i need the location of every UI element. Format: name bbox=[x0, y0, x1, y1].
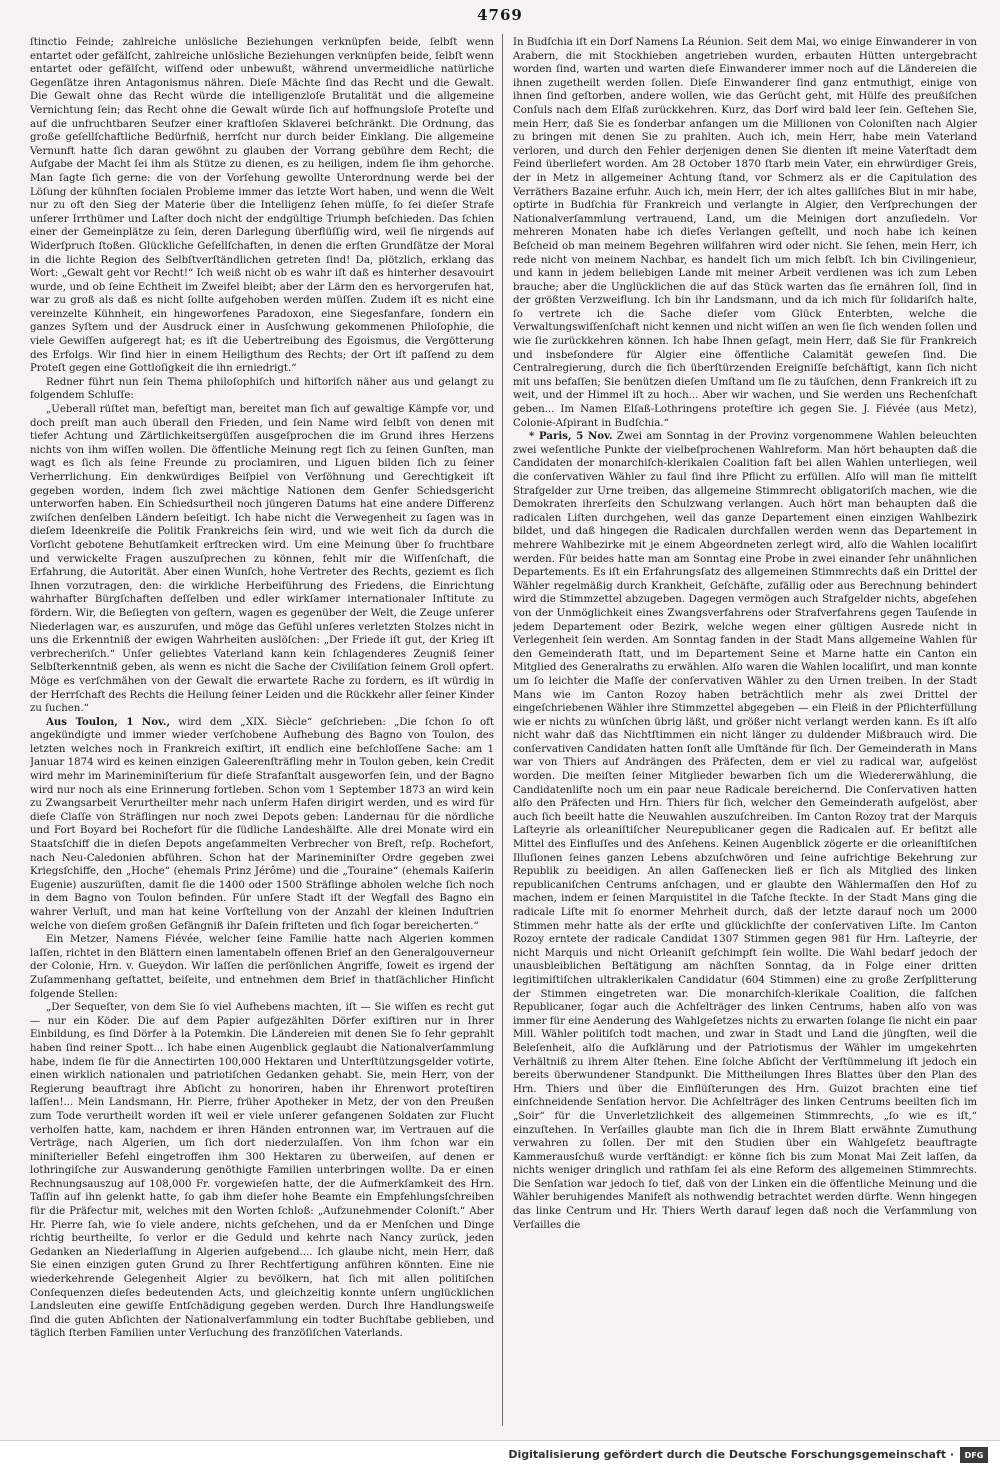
dateline: Aus Toulon, 1 Nov., bbox=[46, 715, 171, 728]
article-paragraph: „Der Sequeſter, von dem Sie ſo viel Aufhebens machten, iſt — Sie wiſſen es recht gut — nur ein Köder. Die auf dem Papier aufgezählten Dörfer exiſtiren nur in Ihrer Einbildung, es ſind Dörfer à la Potemkin. Die Ländereien mit denen Sie ſo ſehr geprahlt haben ſind reiner Spott... Ich habe einen Augenblick geglaubt die Nationalverſammlung habe, indem ſie für die Annectirten 100,000 Hektaren und Unterſtützungsgelder votirte, einen wirklich nationalen und patriotiſchen Gedanken gehabt. Sie, mein Herr, von der Regierung beauftragt ihre Abſicht zu honoriren, haben ihr Ehrenwort proteſtiren laſſen!... Mein Landsmann, Hr. Pierre, früher Apotheker in Metz, der von den Preußen zum Tode verurtheilt worden iſt weil er viele unſerer gefangenen Soldaten zur Flucht verholfen hatte, kam, nachdem er ihren Händen entronnen war, im Vertrauen auf die Verträge, nach Algerien, um ſich dort niederzulaſſen. Von ihm ſchon war ein miniſterieller Befehl eingetroffen ihm 300 Hektaren zu überweiſen, auf denen er lothringiſche zur Auswanderung genöthigte Familien unterbringen wollte. Da er einen Rechnungsauszug auf 108,000 Fr. vorgewieſen hatte, der die Aufmerkſamkeit des Hrn. Taſſin auf ihn gelenkt hatte, ſo gab ihm dieſer hohe Beamte ein Empfehlungsſchreiben für die Präfectur mit, welches mit den Worten ſchloß: „Aufzunehmender Coloniſt.“ Aber Hr. Pierre ſah, wie ſo viele andere, nichts geſchehen, und da er Menſchen und Dinge richtig beurtheilte, ſo verlor er die Geduld und kehrte nach Nancy zurück, jeden Gedanken an Niederlaſſung in Algerien aufgebend.... Ich glaube nicht, mein Herr, daß Sie einen einzigen guten Grund zu Ihrer Rechtfertigung anführen könnten. Eine nie wiederkehrende Gelegenheit Algier zu bevölkern, hat ſich mit allen politiſchen Conſequenzen dieſes bedeutenden Acts, und gleichzeitig konnte unſern unglücklichen Landsleuten eine gewiſſe Entſchädigung gegeben werden. Durch Ihre Handlungsweiſe ſind die guten Abſichten der Nationalverſammlung ein todter Buchſtabe geblieben, und täglich ſterben Familien unter Verſuchung des franzöſiſchen Vaterlands. bbox=[30, 1002, 494, 1340]
column-divider bbox=[502, 34, 503, 1426]
article-paragraph: Redner führt nun ſein Thema philoſophiſch und hiſtoriſch näher aus und gelangt zu folgendem Schluſſe: bbox=[30, 376, 494, 402]
article-paragraph: Ein Metzer, Namens Fiévée, welcher ſeine Familie hatte nach Algerien kommen laſſen, richtet in den Blättern einen lamentabeln offenen Brief an den Generalgouverneur der Colonie, Hrn. v. Gueydon. Wir laſſen die perſönlichen Angriffe, ſoweit es irgend der Zuſammenhang geſtattet, beiſeite, und entnehmen dem Brief in thatſächlicher Hinſicht folgende Stellen: bbox=[30, 934, 494, 1000]
left-column bbox=[30, 36, 494, 1424]
paragraph-text: wird dem „XIX. Siècle“ geſchrieben: „Die ſchon ſo oft angekündigte und immer wieder verſchobene Aufhebung des Bagno von Toulon, des letzten welches noch in Frankreich exiſtirt, iſt endlich eine beſchloſſene Sache: am 1 Januar 1874 wird es keinen einzigen Galeerenſträfling mehr in Toulon geben, kein Credit wird mehr im Marineminiſterium für dieſe Strafanſtalt ausgeworfen ſein, und der Bagno wird nur noch als eine Erinnerung fortleben. Schon vom 1 September 1873 an wird kein zu Zwangsarbeit Verurtheilter mehr nach unſerm Hafen dirigirt werden, und es wird für dieſe Claſſe von Sträflingen nur noch zwei Depots geben: Landernau für die nördliche und Fort Boyard bei Rochefort für die ſüdliche Landeshälfte. Alle drei Monate wird ein Staatsſchiff die in dieſen Depots angeſammelten Verbrecher von Breſt, reſp. Rochefort, nach Neu-Caledonien abführen. Schon hat der Marineminiſter Ordre gegeben zwei Kriegsſchiffe, den „Hoche“ (ehemals Prinz Jérôme) und die „Touraine“ (ehemals Kaiſerin Eugenie) auszurüſten, damit ſie die 1400 oder 1500 Sträflinge abholen welche ſich noch in dem Bagno von Toulon befinden. Für unſere Stadt iſt der Wegfall des Bagno ein wahrer Verluſt, und man hat keine Vorſtellung von der Anzahl der kleinen Induſtrien welche von dieſem großen Gefängniß ihr Daſein friſteten und ſich ſogar bereicherten.“ bbox=[30, 716, 494, 932]
right-column bbox=[513, 36, 977, 1424]
footer-credit: Digitalisierung gefördert durch die Deutsche Forschungsgemeinschaft · bbox=[508, 1448, 954, 1461]
paragraph-text: Zwei am Sonntag in der Provinz vorgenommene Wahlen beleuchten zwei weſentliche Punkte der vielbeſprochenen Wahlreform. Man hört behaupten daß die Candidaten der monarchiſch-klerikalen Coalition faſt bei allen Wahlen unterliegen, weil die conſervativen Wähler zu faul ſind ihre Pflicht zu erfüllen. Alſo will man ſie mittelſt Strafgelder zur Urne treiben, das allgemeine Stimmrecht obligatoriſch machen, wie die Demokraten ihrerſeits den Schulzwang verlangen. Auch hört man behaupten daß die radicalen Liſten durchgehen, weil das ganze Departement einen einzigen Wahlbezirk bildet, und daß hingegen die Radicalen durchfallen werden wenn das Departement in mehrere Wahlbezirke mit je einem Abgeordneten zerlegt wird, alſo die Wahlen localiſirt werden. Für beides hatte man am Sonntag eine Probe in zwei einander ſehr unähnlichen Departements. Es iſt ein Erfahrungsſatz des allgemeinen Stimmrechts daß ein Drittel der Wähler regelmäßig durch Krankheit, Geſchäfte, zufällig oder aus Berechnung behindert wird die Stimmzettel abzugeben. Dagegen vermögen auch Strafgelder nichts, abgeſehen von der Unmöglichkeit eines Zwangsverfahrens oder Strafverfahrens gegen Tauſende in jedem Departement oder Bezirk, welche wegen einer gültigen Ausrede nicht in Verlegenheit ſein werden. Am Sonntag fanden in der Stadt Mans allgemeine Wahlen für den Gemeinderath ſtatt, und im Departement Seine et Marne hatte ein Canton ein Mitglied des Generalraths zu erwählen. Alſo waren die Wahlen localiſirt, und man konnte um ſo leichter die Maſſe der conſervativen Wähler zu den Urnen treiben. In der Stadt Mans wie im Canton Rozoy haben beträchtlich mehr als zwei Drittel der eingeſchriebenen Wähler ihre Stimmzettel abgegeben — ein Fleiß in der Pflichterfüllung wie er nichts zu wünſchen übrig läßt, und größer nicht verlangt werden kann. Es iſt alſo nicht wahr daß das Nichtſtimmen ein nicht länger zu duldender Mißbrauch wird. Die conſervativen Candidaten hatten ſonſt alle Umſtände für ſich. Der Gemeinderath in Mans war von Thiers auf Andrängen des Präfecten, dem er viel zu radical war, aufgelöst worden. Die meiſten ſeiner Mitglieder bewarben ſich um die Wiedererwählung, die Candidatenliſte noch um ein paar neue Radicale bereichernd. Die Conſervativen hatten alſo den Präfecten und Hrn. Thiers für ſich, welcher den Gemeinderath aufgelöst, aber auch ſich beeilt hatte die Neuwahlen auszuſchreiben. Im Canton Rozoy trat der Marquis Laſteyrie als orleaniſtiſcher Neurepublicaner gegen die Radicalen auf. Er beſitzt alle Mittel des Einfluſſes und des Anſehens. Keinen Augenblick zögerte er die orleaniſtiſchen Illuſionen ſeines ganzen Lebens abzuſchwören und ſeine aufrichtige Bekehrung zur Republik zu beeidigen. An allen Gaſſenecken ließ er ſich als Mitglied des linken republicaniſchen Centrums anſchagen, und er glaubte den Wählermaſſen den Hof zu machen, indem er ſeinen Marquistitel in die Taſche ſteckte. In der Stadt Mans ging die radicale Liſte mit ſo enormer Mehrheit durch, daß der letzte darauf noch um 2000 Stimmen mehr hatte als der erſte und glücklichſte der conſervativen Liſte. Im Canton Rozoy erntete der radicale Candidat 1307 Stimmen gegen 981 für Hrn. Laſteyrie, der nicht Marquis und nicht Orleaniſt geſchimpft ſein wollte. Die Wahl bedarf jedoch der unausbleiblichen Beſtätigung am nächſten Sonntag, da in Folge einer dritten legitimiſtiſchen ultraklerikalen Candidatur (604 Stimmen) eine zu große Zerſplitterung der Stimmen eingetreten war. Die monarchiſch-klerikale Coalition, die falſchen Republicaner, ſogar auch die Achſelträger des linken Centrums, haben alſo von was immer für eine Aenderung des Wahlgeſetzes nichts zu erwarten ſolange ſie nicht ein paar Mill. Wähler politiſch todt machen, und zwar in Stadt und Land die jüngſten, weil die Beleſenheit, alſo die Aufklärung und der Patriotismus der Wähler im umgekehrten Verhältniß zu ihrem Alter ſtehen. Eine ſolche Abſicht der Verſtümmelung iſt jedoch ein bereits überwundener Standpunkt. Die Mittheilungen Ihres Blattes über den Plan des Hrn. Thiers und über die Einflüſterungen des Hrn. Guizot brachten eine tief einſchneidende Senſation hervor. Die Achſelträger des linken Centrums beeilten ſich im „Soir“ für die Unverletzlichkeit des allgemeinen Stimmrechts, „ſo wie es iſt,“ einzuſtehen. In Verſailles glaubte man ſich die in Ihrem Blatt erwähnte Zumuthung verwahren zu ſollen. Der mit den Studien über ein Wahlgeſetz beauftragte Kammerausſchuß wurde verſtändigt: er könne ſich bis zum Monat Mai Zeit laſſen, da nichts weniger dringlich und rathſam ſei als eine Reform des allgemeinen Stimmrechts. Die Senſation war jedoch ſo tief, daß von der Linken ein die öffentliche Meinung und die Wähler beruhigendes Manifeſt als nothwendig betrachtet werden dürfte. Wenn hingegen das linke Centrum und Hr. Thiers Werth darauf legen daß noch die Verſammlung von Verſailles die bbox=[513, 431, 977, 1231]
article-paragraph: ſtinctio Feinde; zahlreiche unlösliche Beziehungen verknüpfen beide, ſelbſt wenn entartet oder gefälſcht, zahlreiche unlösliche Beziehungen verknüpfen beide, ſelbſt wenn entartet oder gefälſcht, wiſſend oder unbewußt, während unvermeidliche natürliche Gegenſätze ihren Antagonismus nähren. Dieſe Mächte ſind das Recht und die Gewalt. Die Gewalt ohne das Recht würde die intelligenzloſe Brutalität und die allgemeine Vernichtung ſein; das Recht ohne die Gewalt würde ſich auf hoffnungsloſe Proteſte und auf die unfruchtbaren Seufzer einer kraftloſen Sklaverei beſchränkt. Die Ordnung, das große geſellſchaftliche Bedürfniß, herrſcht nur durch beider Einklang. Die allgemeine Vernunft hatte ſich daran gewöhnt zu glauben der Vorrang gebühre dem Recht; die Aufgabe der Macht ſei ihm als Stütze zu dienen, es zu heiligen, indem ſie ihm gehorche. Man ſagte ſich gerne: die von der Vorſehung gewollte Unterordnung werde bei der Löſung der kühnſten ſocialen Probleme immer das letzte Wort haben, und wenn die Welt nur zu oft den Sieg der Materie über die Intelligenz ſehen müſſe, ſo ſei dieſer Strafe unſerer Irrthümer und Laſter doch nicht der endgültige Triumph beſchieden. Das ſchien einer der Gemeinplätze zu ſein, deren Darlegung überflüſſig wird, weil ſie nirgends auf Widerſpruch ſtoßen. Glückliche Geſellſchaften, in denen die erſten Grundſätze der Moral in die lichte Region des Selbſtverſtändlichen getreten ſind! Da, plötzlich, erklang das Wort: „Gewalt geht vor Recht!“ Ich weiß nicht ob es wahr iſt daß es hinterher desavouirt wurde, und ob ſeine Echtheit im Zweifel bleibt; aber der Lärm den es hervorgerufen hat, war zu groß als daß es nicht ſollte aufgehoben werden müſſen. Zudem iſt es nicht eine vereinzelte Kühnheit, ein hingeworfenes Paradoxon, eine Siegesfanfare, ſondern ein ganzes Syſtem und der Ausdruck einer in Ausſchwung gekommenen Philoſophie, die viele Gewiſſen aufgeregt hat; es iſt die Uebertreibung des Egoismus, die Vergötterung des Erfolgs. Wir ſind hier in einem Heiligthum des Rechts; der Ort iſt paſſend zu dem Proteſt gegen eine Gottloſigkeit die ihn erniedrigt.“ bbox=[30, 37, 494, 375]
article-paragraph: „Ueberall rüſtet man, befeſtigt man, bereitet man ſich auf gewaltige Kämpfe vor, und doch preiſt man auch überall den Frieden, und ſein Name wird ſelbſt von denen mit tiefer Achtung und Zärtlichkeitsergüſſen ausgeſprochen die im Grund ihres Herzens nichts von ihm wiſſen wollen. Die öffentliche Meinung regt ſich zu ſeinen Gunſten, man wagt es ſich als ſeine Freunde zu proclamiren, und Liguen bilden ſich zu ſeiner Verherrlichung. Ein denkwürdiges Beiſpiel von Verſöhnung und Gerechtigkeit iſt gegeben worden, indem ſich zwei mächtige Nationen dem Genfer Schiedsgericht unterworfen haben. Ein Schiedsurtheil noch jüngeren Datums hat eine andere Differenz zwiſchen denſelben Ländern beſeitigt. Ich habe nicht die Verwegenheit zu ſagen was in dieſem Ideenkreiſe die Politik Frankreichs ſein wird, und wie weit ſich da durch die Vorſicht gebotene Behutſamkeit erſtrecken wird. Um eine Meinung über ſo fruchtbare und verwickelte Fragen auszuſprechen zu können, fehlt mir die Wiſſenſchaft, die Erfahrung, die Autorität. Aber einen Wunſch, hohe Vertreter des Rechts, geziemt es ſich Ihnen vorzutragen, den: die wirkliche Herbeiführung des Friedens, die Einrichtung wahrhafter Bürgſchaften deſſelben und edler wirkſamer internationaler Inſtitute zu fördern. Wir, die Beſiegten von geſtern, wagen es gegenüber der Welt, die Zeuge unſerer Niederlagen war, es auszurufen, und möge das Gefühl unſeres verletzten Stolzes nicht in uns die Erkenntniß der ewigen Wahrheiten auslöſchen: „Der Friede iſt gut, der Krieg iſt verbrecheriſch.“ Unſer geliebtes Vaterland kann kein ſchlagenderes Zeugniß ſeiner Selbſterkenntniß geben, als wenn es nicht die Sache der Civiliſation ſeinem Groll opfert. Möge es verſchmähen von der Gewalt die erwartete Rache zu fordern, es iſt würdig in der Herrſchaft des Rechts die Heilung ſeiner Leiden und die Rückkehr aller ſeiner Kinder zu ſuchen.“ bbox=[30, 404, 494, 715]
page-number: 4769 bbox=[477, 6, 523, 24]
dateline: * Paris, 5 Nov. bbox=[529, 430, 613, 443]
footer-bar bbox=[0, 1440, 1000, 1471]
article-paragraph: In Budſchia iſt ein Dorf Namens La Réunion. Seit dem Mai, wo einige Einwanderer in von Arabern, die mit Stockhieben angetrieben wurden, erbauten Hütten untergebracht worden ſind, warten und warten dieſe Einwanderer immer noch auf die Ländereien die ihnen zugetheilt werden ſollen. Dieſe Einwanderer ſind ganz entmuthigt, einige von ihnen ſind geſtorben, andere wollen, wie das Gerücht geht, mit Hülfe des preußiſchen Conſuls nach dem Elſaß zurückkehren. Kurz, das Dorf wird bald leer ſein. Geſtehen Sie, mein Herr, daß Sie es ſonderbar anfangen um die Millionen von Coloniſten nach Algier zu bringen mit denen Sie zu prahlten. Auch ich, mein Herr, habe mein Vaterland verloren, und durch den Fehler derjenigen denen Sie dienten iſt meine Vaterſtadt dem Feind überliefert worden. Am 28 October 1870 ſtarb mein Vater, ein ehrwürdiger Greis, der in Metz in allgemeiner Achtung ſtand, vor Schmerz als er die Capitulation des Verräthers Bazaine erfuhr. Auch ich, mein Herr, der ich altes galliſches Blut in mir habe, optirte in Budſchia für Frankreich und verlangte in Algier, den Verſprechungen der Nationalverſammlung vertrauend, Land, um die Meinigen dort anzuſiedeln. Vor mehreren Monaten habe ich dieſes Verlangen geſtellt, und noch habe ich keinen Beſcheid ob man meinem Begehren willfahren wird oder nicht. Sie ſehen, mein Herr, ich rede nicht von meinem Nachbar, es handelt ſich um mich ſelbſt. Ich bin Civilingenieur, und kann in jedem beliebigen Lande mit meiner Arbeit verdienen was ich zum Leben brauche; aber die Unglücklichen die auf das Stück warten das ſie ernähren ſoll, ſind in der größten Verzweiflung. Ich bin ihr Landsmann, und da ich mich für ſolidariſch halte, ſo vertrete ich die Sache dieſer vom Glück Enterbten, welche die Verwaltungswiſſenſchaft nicht kennen und nicht wiſſen an wen ſie ſich wenden ſollen und wie ſie zurückkehren können. Ich habe Ihnen geſagt, mein Herr, daß Sie für Frankreich und insbeſondere für Algier eine öffentliche Calamität geweſen ſind. Die Centralregierung, durch die ſich überſtürzenden Ereigniſſe beſchäftigt, kann ſich nicht mit uns befaſſen; Sie benützen dieſen Umſtand um ſie zu täuſchen, denn Frankreich iſt zu weit, und der Himmel iſt zu hoch... Aber wir wachen, und Sie werden uns Rechenſchaft geben... Im Namen Elſaß-Lothringens proteſtire ich gegen Sie. J. Fiévée (aus Metz), Colonie-Aſpirant in Budſchia.“ bbox=[513, 37, 977, 429]
article-paragraph bbox=[513, 430, 977, 1232]
article-paragraph bbox=[30, 716, 494, 934]
dfg-logo: DFG bbox=[960, 1447, 988, 1463]
